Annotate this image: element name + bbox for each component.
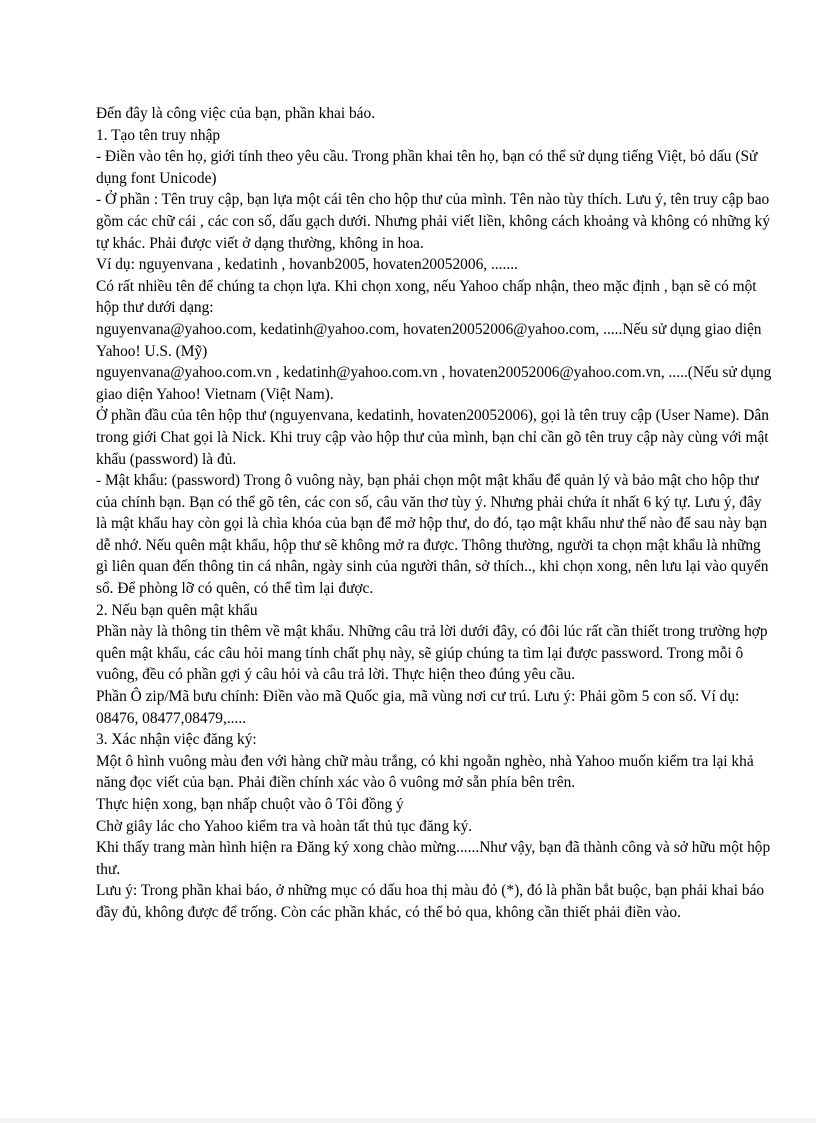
paragraph: Phần này là thông tin thêm về mật khẩu. Những câu trả lời dưới đây, có đôi lúc rất cần thiết trong trường hợp quên mật khẩu, các câu hỏi mang tính chất phụ này, sẽ giúp chúng ta tìm lại được password. Trong mỗi ô vuông, đều có phần gợi ý câu hỏi và câu trả lời. Thực hiện theo đúng yêu cầu. [96,623,768,684]
intro-line: Đến đây là công việc của bạn, phần khai báo. [96,105,376,122]
section-heading-1: 1. Tạo tên truy nhập [96,126,221,144]
example-emails-us: nguyenvana@yahoo.com, kedatinh@yahoo.com, hovaten20052006@yahoo.com, .....Nếu sử dụng giao diện Yahoo! U.S. (Mỹ) [96,320,762,360]
paragraph: Chờ giây lác cho Yahoo kiểm tra và hoàn tất thủ tục đăng ký. [96,817,473,835]
paragraph: - Mật khẩu: (password) Trong ô vuông này, bạn phải chọn một mật khẩu để quản lý và bảo mật cho hộp thư của chính bạn. Bạn có thể gõ tên, các con số, câu văn thơ tùy ý. Nhưng phải chứa ít nhất 6 ký tự. Lưu ý, đây là mật khẩu hay còn gọi là chìa khóa của bạn để mở hộp thư, do đó, tạo mật khẩu như thế nào để sau này bạn dễ nhớ. Nếu quên mật khẩu, hộp thư sẽ không mở ra được. Thông thường, người ta chọn mật khẩu là những gì liên quan đến thông tin cá nhân, ngày sinh của người thân, sở thích.., khi chọn xong, nên lưu lại vào quyển sổ. Để phòng lỡ có quên, có thể tìm lại được. [96,472,769,598]
paragraph: - Điền vào tên họ, giới tính theo yêu cầu. Trong phần khai tên họ, bạn có thể sử dụng tiếng Việt, bỏ dấu (Sử dụng font Unicode) [96,148,758,187]
paragraph: Khi thấy trang màn hình hiện ra Đăng ký xong chào mừng......Như vậy, bạn đã thành công và sở hữu một hộp thư. [96,839,771,878]
note-paragraph: Lưu ý: Trong phần khai báo, ở những mục có dấu hoa thị màu đỏ (*), đó là phần bắt buộc, bạn phải khai báo đầy đủ, không được để trống. Còn các phần khác, có thể bỏ qua, không cần thiết phải điền vào. [96,882,765,921]
paragraph: Có rất nhiều tên để chúng ta chọn lựa. Khi chọn xong, nếu Yahoo chấp nhận, theo mặc định , bạn sẽ có một hộp thư dưới dạng: [96,277,757,317]
example-line: Ví dụ: nguyenvana , kedatinh , hovanb2005, hovaten20052006, ....... [96,256,518,274]
paragraph: Phần Ô zip/Mã bưu chính: Điền vào mã Quốc gia, mã vùng nơi cư trú. Lưu ý: Phải gồm 5 con số. Ví dụ: 08476, 08477,08479,..... [96,688,740,727]
example-emails-vn: nguyenvana@yahoo.com.vn , kedatinh@yahoo.com.vn , hovaten20052006@yahoo.com.vn, .....(Nếu sử dụng giao diện Yahoo! Vietnam (Việt Nam). [96,364,772,403]
section-heading-3: 3. Xác nhận việc đăng ký: [96,731,257,749]
page-bottom-edge [0,1118,816,1123]
paragraph: Thực hiện xong, bạn nhấp chuột vào ô Tôi đồng ý [96,796,404,813]
paragraph: Một ô hình vuông màu đen với hàng chữ màu trắng, có khi ngoằn nghèo, nhà Yahoo muốn kiểm tra lại khả năng đọc viết của bạn. Phải điền chính xác vào ô vuông mở sẵn phía bên trên. [96,752,754,792]
document-body [96,103,776,924]
paragraph: Ở phần đầu của tên hộp thư (nguyenvana, kedatinh, hovaten20052006), gọi là tên truy cập (User Name). Dân trong giới Chat gọi là Nick. Khi truy cập vào hộp thư của mình, bạn chỉ cần gõ tên truy cập này cùng với mật khẩu (password) là đủ. [96,407,769,468]
paragraph: - Ở phần : Tên truy cập, bạn lựa một cái tên cho hộp thư của mình. Tên nào tùy thích. Lưu ý, tên truy cập bao gồm các chữ cái , các con số, dấu gạch dưới. Nhưng phải viết liền, không cách khoảng và không có những ký tự khác. Phải được viết ở dạng thường, không in hoa. [96,191,771,252]
section-heading-2: 2. Nếu bạn quên mật khẩu [96,601,258,619]
